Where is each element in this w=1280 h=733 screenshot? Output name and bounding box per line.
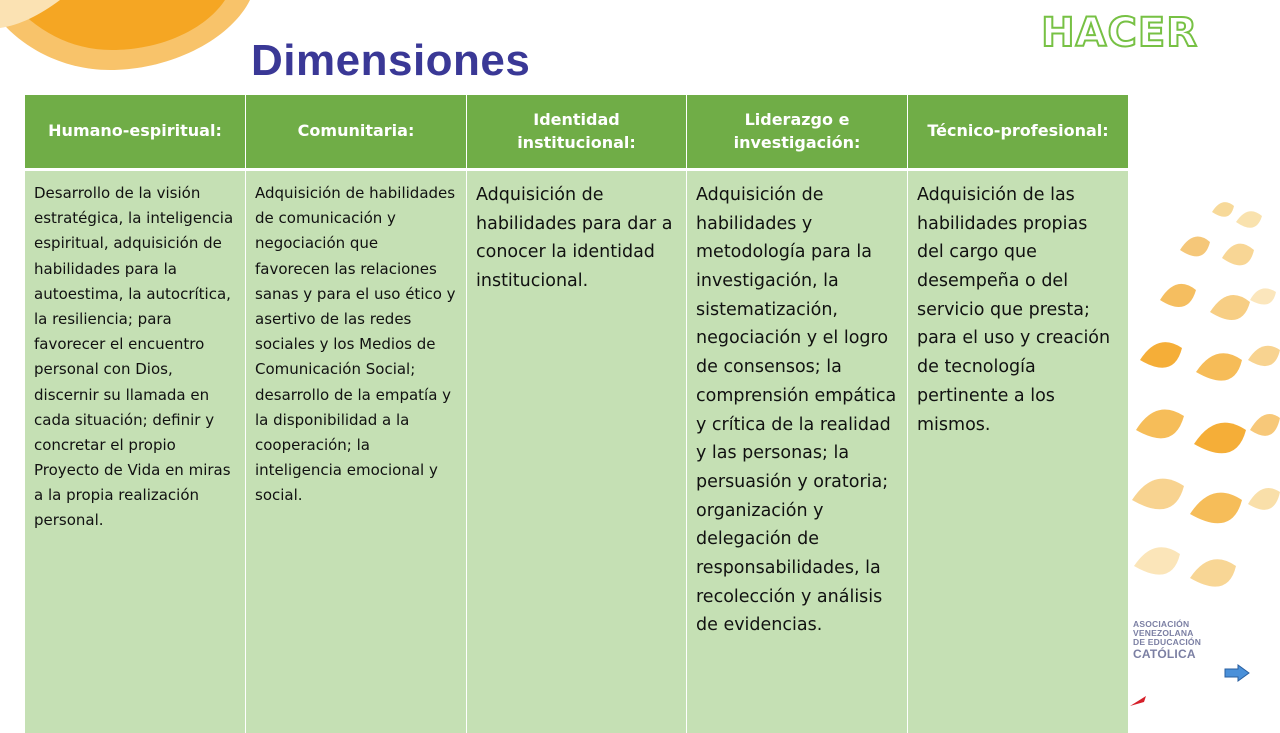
logo-line: CATÓLICA bbox=[1133, 648, 1201, 661]
table-row bbox=[25, 170, 1129, 733]
header-identidad-institucional: Identidad institucional: bbox=[467, 95, 687, 170]
header-liderazgo-investigacion: Liderazgo e investigación: bbox=[687, 95, 908, 170]
cell-humano-espiritual: Desarrollo de la visión estratégica, la inteligencia espiritual, adquisición de habilidades para la autoestima, la autocrítica, la resiliencia; para favorecer el encuentro personal con Dios, discernir su llamada en cada situación; definir y concretar el propio Proyecto de Vida en miras a la propia realización personal. bbox=[25, 170, 246, 733]
header-humano-espiritual: Humano-espiritual: bbox=[25, 95, 246, 170]
arrow-right-icon[interactable] bbox=[1224, 664, 1250, 682]
leaf-pattern-decoration bbox=[1132, 202, 1280, 586]
cell-tecnico-profesional: Adquisición de las habilidades propias del cargo que desempeña o del servicio que presta; para el uso y creación de tecnología pertinente a los mismos. bbox=[908, 170, 1129, 733]
dimensions-table bbox=[24, 95, 1129, 733]
table-header-row bbox=[25, 95, 1129, 170]
red-accent-decoration bbox=[1130, 696, 1146, 706]
avec-logo bbox=[1133, 620, 1201, 660]
header-comunitaria: Comunitaria: bbox=[246, 95, 467, 170]
cell-identidad-institucional: Adquisición de habilidades para dar a conocer la identidad institucional. bbox=[467, 170, 687, 733]
cell-liderazgo-investigacion: Adquisición de habilidades y metodología para la investigación, la sistematización, negociación y el logro de consensos; la comprensión empática y crítica de la realidad y las personas; la persuasión y oratoria; organización y delegación de responsabilidades, la recolección y análisis de evidencias. bbox=[687, 170, 908, 733]
logo-line: DE EDUCACIÓN bbox=[1133, 638, 1201, 647]
logo-line: ASOCIACIÓN bbox=[1133, 620, 1201, 629]
section-label-hacer: HACER bbox=[1041, 10, 1198, 56]
header-tecnico-profesional: Técnico-profesional: bbox=[908, 95, 1129, 170]
logo-line: VENEZOLANA bbox=[1133, 629, 1201, 638]
page-title: Dimensiones bbox=[251, 36, 530, 86]
cell-comunitaria: Adquisición de habilidades de comunicación y negociación que favorecen las relaciones sanas y para el uso ético y asertivo de las redes sociales y los Medios de Comunicación Social; desarrollo de la empatía y la disponibilidad a la cooperación; la inteligencia emocional y social. bbox=[246, 170, 467, 733]
orange-swirl-decoration bbox=[0, 0, 250, 70]
